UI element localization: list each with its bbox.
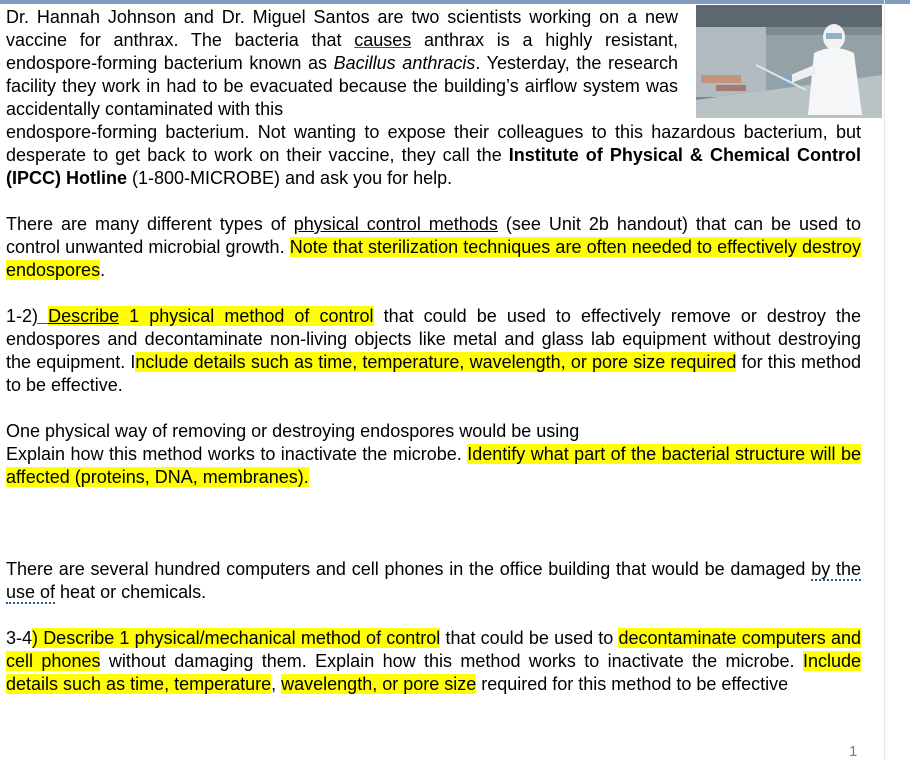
intro-text: Dr. Hannah Johnson and Dr. Miguel Santos are two scientists working on a new vaccine for anthrax. The bacteria that [6,7,678,50]
details-highlight-2: Include details such as time, temperature [6,651,861,694]
sterilization-note-highlight: Note that sterilization techniques are often needed to effectively destroy endospores [6,237,862,280]
page-number: 1 [849,743,858,760]
mechanical-method-highlight: ) Describe 1 physical/mechanical method of control [32,628,441,648]
page-edge [884,0,885,760]
question-number-2: 3-4 [6,628,33,648]
intro-text-4: endospore-forming bacterium. Not wanting to expose their colleagues to this hazardous bacterium, but desperate to get back to work on their vaccine, they call the [6,122,861,165]
lab-photo [696,5,882,118]
para2-text: There are many different types of [6,214,294,234]
decontaminate-highlight: decontaminate computers and cell phones [6,628,861,671]
question-text-2: for this method to be effective. [6,352,861,395]
intro-causes-word: causes [354,30,412,50]
comma: , [271,674,282,694]
explain-text: Explain how this method works to inactivate the microbe. [6,444,468,464]
details-highlight: nclude details such as time, temperature, wavelength, or pore size required [135,352,737,372]
explain-paragraph [6,443,861,489]
physical-control-methods-link: physical control methods [293,214,498,234]
question-number: 1-2 [6,306,33,326]
intro-paragraph [6,6,678,121]
question-text-4: without damaging them. Explain how this method works to inactivate the microbe. [100,651,803,671]
question-text: that could be used to effectively remove or destroy the endospores and decontaminate non-living objects like metal and glass lab equipment without destroying the equipment. I [6,306,861,372]
species-name: Bacillus anthracis [333,53,476,73]
identify-structure-highlight: Identify what part of the bacterial structure will be affected (proteins, DNA, membranes). [6,444,861,487]
intro-paragraph-continued [6,121,861,190]
para2-period: . [100,260,106,280]
intro-text-3: . Yesterday, the research facility they work in had to be evacuated because the building’s airflow system was accidentally contaminated with this [6,53,678,119]
para2-text-2: (see Unit 2b handout) that can be used to control unwanted microbial growth. [6,214,862,257]
computers-text: There are several hundred computers and cell phones in the office building that would be damaged [6,559,812,579]
computers-paragraph [6,558,861,604]
intro-text-5: (1-800-MICROBE) and ask you for help. [127,168,453,188]
by-the-use-of-phrase: by the use of [6,559,861,602]
describe-word: Describe [48,306,120,326]
question-3-4 [6,627,861,696]
question-text-5: required for this method to be effective [476,674,789,694]
question-1-2 [6,305,861,397]
hotline-name: Institute of Physical & Chemical Control (IPCC) Hotline [6,145,862,188]
top-rule [0,0,910,4]
intro-text-2: anthrax is a highly resistant, endospore-forming bacterium known as [6,30,678,73]
answer-line: One physical way of removing or destroying endospores would be using [6,421,580,441]
control-methods-paragraph [6,213,861,282]
computers-text-2: heat or chemicals. [55,582,207,602]
wavelength-highlight: wavelength, or pore size [281,674,477,694]
question-text-3: that could be used to [440,628,619,648]
physical-method-highlight: 1 physical method of control [119,306,374,326]
question-paren: ) [32,306,49,326]
